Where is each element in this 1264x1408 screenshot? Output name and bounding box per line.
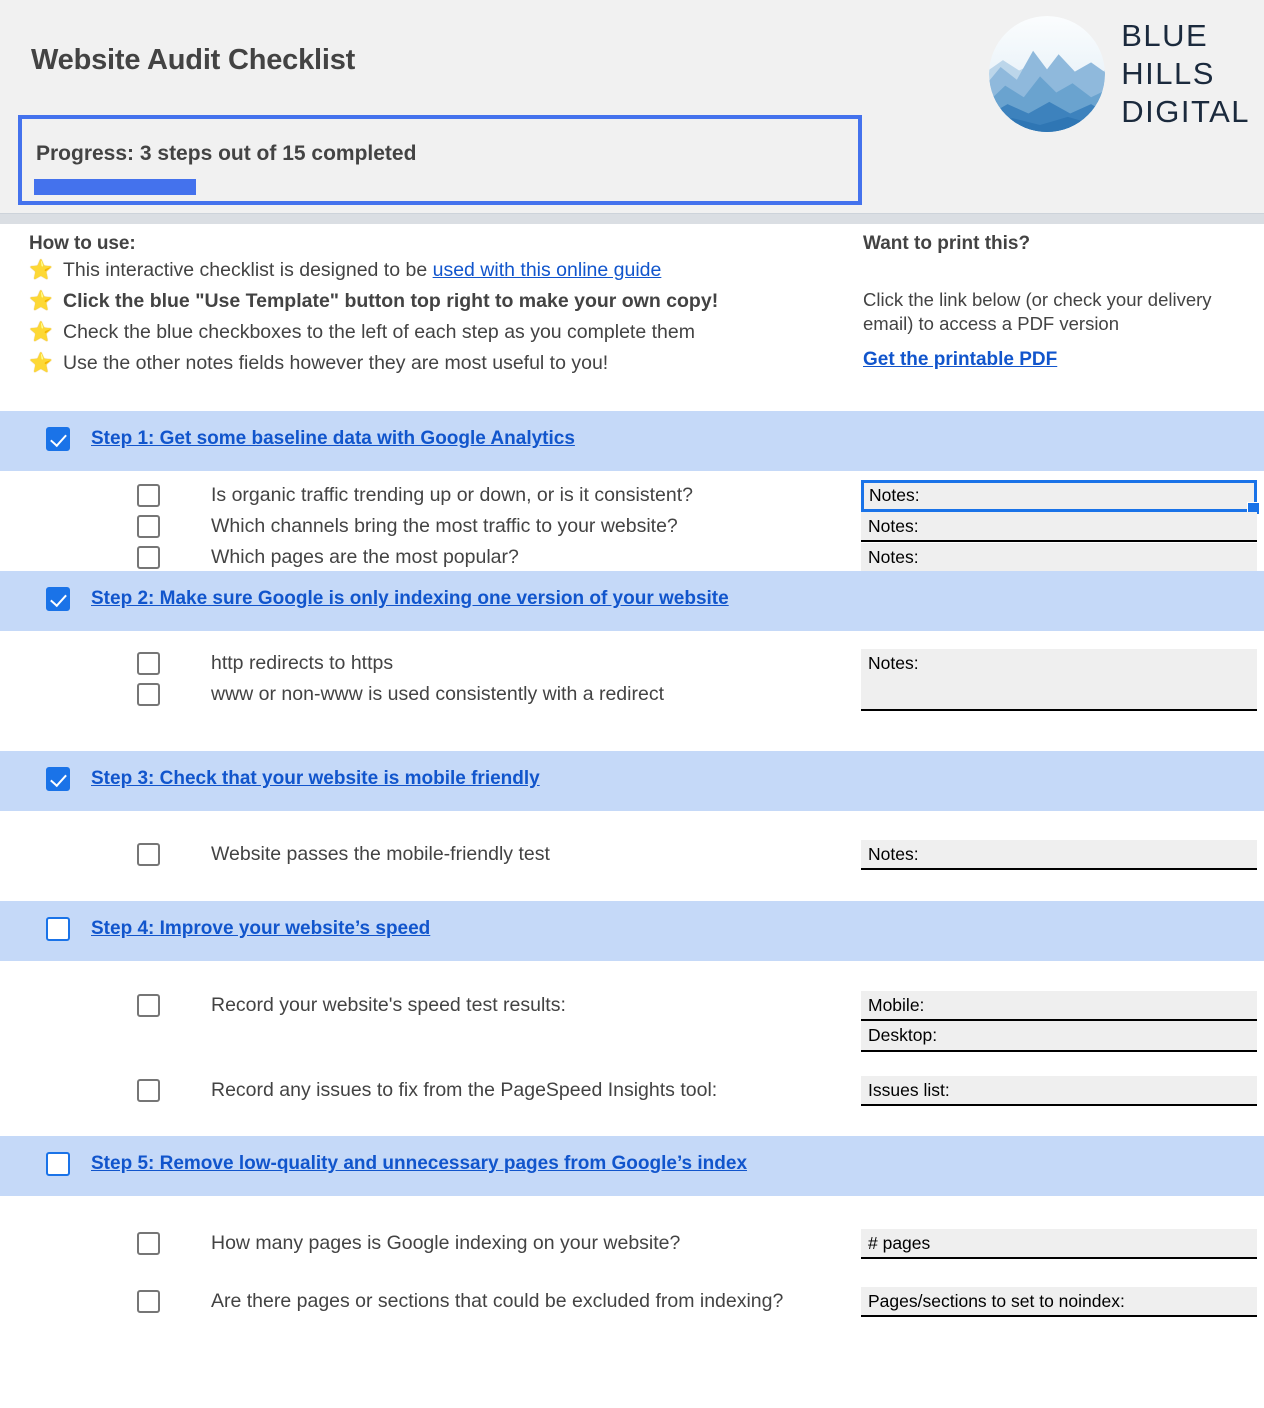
unchecked-checkbox-icon[interactable] — [137, 1232, 160, 1255]
checked-checkbox-icon[interactable] — [46, 767, 70, 791]
step-checkbox-4-wrap[interactable] — [46, 917, 70, 946]
step-checkbox-2-wrap[interactable] — [46, 587, 70, 616]
step-header-2 — [0, 571, 1264, 631]
task-checkbox[interactable] — [137, 683, 160, 711]
step-header-5 — [0, 1136, 1264, 1196]
logo-line-3: DIGITAL — [1121, 94, 1250, 130]
unchecked-checkbox-icon[interactable] — [137, 843, 160, 866]
star-icon: ⭐ — [29, 353, 53, 374]
task-checkbox[interactable] — [137, 1290, 160, 1318]
task-label: www or non-www is used consistently with a redirect — [211, 683, 664, 705]
unchecked-checkbox-icon[interactable] — [137, 546, 160, 569]
task-checkbox[interactable] — [137, 1232, 160, 1260]
unchecked-checkbox-icon[interactable] — [46, 1152, 70, 1176]
star-icon: ⭐ — [29, 260, 53, 281]
note-field-page-count[interactable]: # pages — [861, 1229, 1257, 1259]
how-to-use-item-label: This interactive checklist is designed to be used with this online guide — [63, 259, 662, 281]
task-checkbox[interactable] — [137, 484, 160, 512]
note-field-mobile[interactable]: Mobile: — [861, 991, 1257, 1021]
unchecked-checkbox-icon[interactable] — [137, 683, 160, 706]
step-title-3[interactable]: Step 3: Check that your website is mobile friendly — [91, 768, 540, 789]
note-field[interactable]: Notes: — [861, 649, 1257, 711]
printable-pdf-link[interactable]: Get the printable PDF — [863, 348, 1058, 370]
page-title: Website Audit Checklist — [31, 44, 356, 76]
frozen-row-divider — [0, 213, 1264, 225]
how-to-use-item-label: Use the other notes fields however they are most useful to you! — [63, 352, 609, 374]
progress-bar-fill — [34, 179, 196, 195]
brand-logo — [989, 16, 1250, 132]
unchecked-checkbox-icon[interactable] — [137, 994, 160, 1017]
task-label: Record any issues to fix from the PageSpeed Insights tool: — [211, 1079, 718, 1101]
task-label: Website passes the mobile-friendly test — [211, 843, 550, 865]
print-instructions: Click the link below (or check your delivery email) to access a PDF version — [863, 289, 1212, 335]
brand-wordmark — [1121, 17, 1250, 131]
task-checkbox[interactable] — [137, 1079, 160, 1107]
step-checkbox-3-wrap[interactable] — [46, 767, 70, 796]
step-header-3 — [0, 751, 1264, 811]
task-checkbox[interactable] — [137, 515, 160, 543]
print-column — [863, 233, 1253, 371]
note-field-issues[interactable]: Issues list: — [861, 1076, 1257, 1106]
how-to-use-column — [29, 233, 849, 383]
note-field[interactable]: Notes: — [861, 840, 1257, 870]
step-checkbox-1-wrap[interactable] — [46, 427, 70, 456]
step-title-2[interactable]: Step 2: Make sure Google is only indexing one version of your website — [91, 588, 729, 609]
star-icon: ⭐ — [29, 291, 53, 312]
online-guide-link[interactable]: used with this online guide — [432, 259, 662, 281]
task-checkbox[interactable] — [137, 843, 160, 871]
how-to-use-item — [29, 352, 849, 383]
step-title-1[interactable]: Step 1: Get some baseline data with Google Analytics — [91, 428, 575, 449]
unchecked-checkbox-icon[interactable] — [137, 652, 160, 675]
step-tasks-2 — [0, 631, 1264, 751]
task-label: Are there pages or sections that could be excluded from indexing? — [211, 1290, 784, 1312]
step-checkbox-5-wrap[interactable] — [46, 1152, 70, 1181]
unchecked-checkbox-icon[interactable] — [137, 515, 160, 538]
how-to-use-heading: How to use: — [29, 233, 136, 254]
step-tasks-5 — [0, 1196, 1264, 1326]
how-to-use-item — [29, 259, 849, 290]
unchecked-checkbox-icon[interactable] — [137, 484, 160, 507]
progress-bar — [34, 179, 844, 195]
step-header-4 — [0, 901, 1264, 961]
note-field[interactable]: Notes: — [861, 543, 1257, 573]
progress-panel — [18, 115, 862, 205]
unchecked-checkbox-icon[interactable] — [46, 917, 70, 941]
unchecked-checkbox-icon[interactable] — [137, 1290, 160, 1313]
checked-checkbox-icon[interactable] — [46, 587, 70, 611]
progress-label: Progress: 3 steps out of 15 completed — [36, 142, 417, 165]
step-tasks-4 — [0, 961, 1264, 1136]
mountain-logo-icon — [989, 16, 1105, 132]
step-tasks-3 — [0, 811, 1264, 901]
print-heading: Want to print this? — [863, 233, 1031, 254]
note-field[interactable]: Notes: — [861, 512, 1257, 542]
checklist-body — [0, 225, 1264, 1326]
how-to-use-item-label: Check the blue checkboxes to the left of each step as you complete them — [63, 321, 695, 343]
note-field-noindex[interactable]: Pages/sections to set to noindex: — [861, 1287, 1257, 1317]
task-label: Which channels bring the most traffic to your website? — [211, 515, 678, 537]
task-checkbox[interactable] — [137, 652, 160, 680]
how-to-use-item — [29, 321, 849, 352]
star-icon: ⭐ — [29, 322, 53, 343]
step-tasks-1 — [0, 471, 1264, 571]
logo-line-1: BLUE — [1121, 17, 1209, 53]
task-label: http redirects to https — [211, 652, 394, 674]
task-label: Which pages are the most popular? — [211, 546, 519, 568]
logo-line-2: HILLS — [1121, 55, 1215, 91]
step-header-1 — [0, 411, 1264, 471]
task-label: Record your website's speed test results: — [211, 994, 566, 1016]
task-label: Is organic traffic trending up or down, or is it consistent? — [211, 484, 693, 506]
how-to-use-item — [29, 290, 849, 321]
step-title-5[interactable]: Step 5: Remove low-quality and unnecessary pages from Google’s index — [91, 1153, 748, 1174]
step-title-4[interactable]: Step 4: Improve your website’s speed — [91, 918, 431, 939]
how-to-use-section — [0, 225, 1264, 411]
checked-checkbox-icon[interactable] — [46, 427, 70, 451]
task-checkbox[interactable] — [137, 994, 160, 1022]
task-checkbox[interactable] — [137, 546, 160, 574]
document-header — [0, 0, 1264, 213]
unchecked-checkbox-icon[interactable] — [137, 1079, 160, 1102]
task-label: How many pages is Google indexing on your website? — [211, 1232, 681, 1254]
note-field-desktop[interactable]: Desktop: — [861, 1021, 1257, 1052]
note-field[interactable]: Notes: — [861, 480, 1257, 512]
how-to-use-item-label: Click the blue "Use Template" button top right to make your own copy! — [63, 290, 719, 312]
